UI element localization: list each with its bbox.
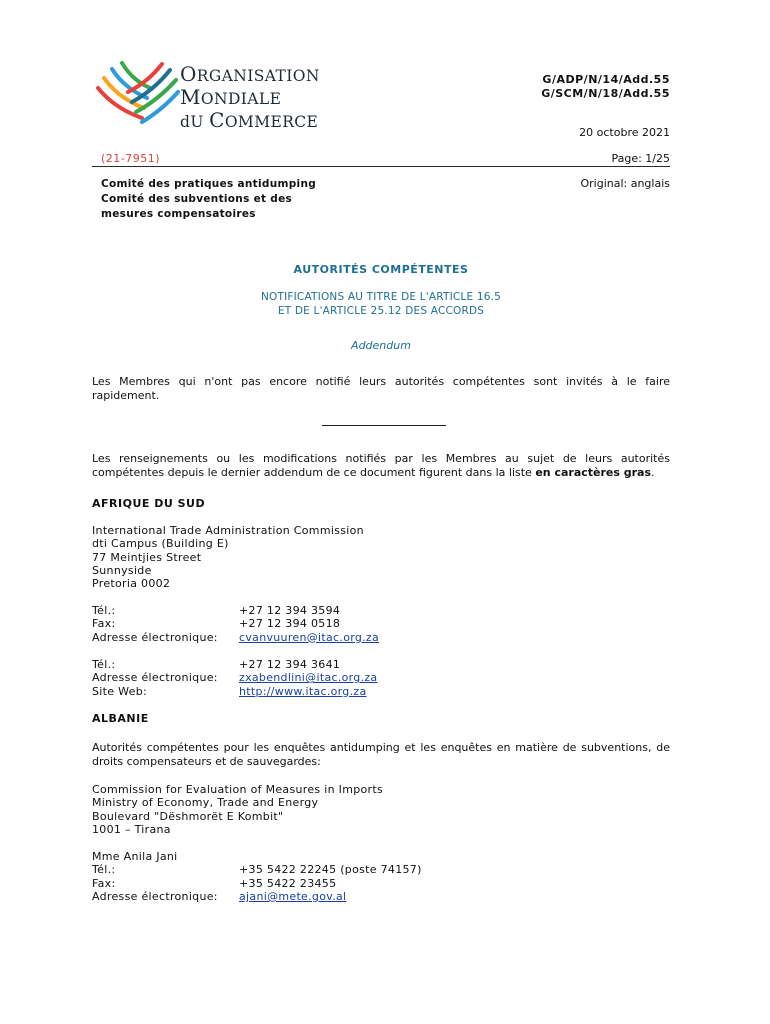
- contact-label: Fax:: [92, 617, 116, 631]
- contact-row-email: [92, 671, 377, 684]
- contact-value: +35 5422 23455: [239, 876, 337, 890]
- albania-contact: [92, 850, 422, 903]
- address-line: Commission for Evaluation of Measures in Imports: [92, 783, 384, 796]
- org-name-line-3: dU COMMERCE: [180, 108, 319, 132]
- address-line: Pretoria 0002: [92, 577, 171, 591]
- contact-label: Adresse électronique:: [92, 671, 218, 685]
- website-link[interactable]: http://www.itac.org.za: [239, 684, 367, 698]
- contact-row-email: [92, 631, 379, 644]
- contact-label: Adresse électronique:: [92, 630, 218, 644]
- email-link[interactable]: ajani@mete.gov.al: [239, 889, 347, 903]
- doc-symbol-adp: G/ADP/N/14/Add.55: [542, 73, 670, 86]
- contact-row-fax: [92, 877, 422, 890]
- document-date: 20 octobre 2021: [579, 126, 670, 139]
- note-end: .: [651, 466, 655, 479]
- document-title: AUTORITÉS COMPÉTENTES: [293, 263, 469, 276]
- contact-value: +27 12 394 0518: [239, 617, 341, 631]
- albania-description: Autorités compétentes pour les enquêtes antidumping et les enquêtes en matière de subventions, de droits compensateurs et de sauvegardes:: [92, 741, 670, 768]
- south-africa-contact-1: [92, 604, 379, 644]
- address-line: 1001 – Tirana: [92, 822, 171, 836]
- contact-row-fax: [92, 617, 379, 630]
- document-number: (21-7951): [101, 152, 161, 165]
- contact-value: +35 5422 22245 (poste 74157): [239, 863, 422, 877]
- address-line: Sunnyside: [92, 563, 152, 577]
- committee-line-1: Comité des pratiques antidumping: [101, 178, 317, 190]
- committee-names: [101, 177, 316, 222]
- email-link[interactable]: cvanvuuren@itac.org.za: [239, 630, 380, 644]
- note-text: Les renseignements ou les modifications notifiés par les Membres au sujet de leurs autorités compétentes depuis le dernier addendum de ce document figurent dans la liste: [92, 452, 670, 479]
- org-name-line-1: ORGANISATION: [180, 62, 320, 86]
- page-number: Page: 1/25: [611, 152, 670, 165]
- contact-label: Adresse électronique:: [92, 889, 218, 903]
- committee-line-2: Comité des subventions et des: [101, 193, 293, 205]
- original-language: Original: anglais: [580, 177, 670, 190]
- address-line: International Trade Administration Commission: [92, 524, 364, 537]
- contact-label: Tél.:: [92, 658, 116, 671]
- wto-logo: [92, 58, 182, 128]
- contact-value: +27 12 394 3594: [239, 604, 341, 617]
- south-africa-contact-2: [92, 658, 377, 698]
- contact-row-phone: [92, 658, 377, 671]
- org-name: [180, 64, 320, 133]
- header-rule: [92, 166, 670, 167]
- section-heading-south-africa: AFRIQUE DU SUD: [92, 497, 206, 510]
- document-subtitle: [92, 290, 670, 318]
- contact-row-phone: [92, 863, 422, 876]
- address-line: Ministry of Economy, Trade and Energy: [92, 796, 319, 810]
- contact-label: Fax:: [92, 876, 116, 890]
- doc-symbol-scm: G/SCM/N/18/Add.55: [541, 87, 670, 100]
- addendum-label: Addendum: [351, 339, 411, 352]
- address-line: 77 Meintjies Street: [92, 550, 202, 564]
- address-line: dti Campus (Building E): [92, 537, 229, 551]
- note-bold: en caractères gras: [535, 466, 652, 479]
- contact-value: +27 12 394 3641: [239, 658, 341, 671]
- contact-label: Tél.:: [92, 604, 116, 617]
- intro-paragraph: Les Membres qui n'ont pas encore notifié leurs autorités compétentes sont invités à le faire rapidement.: [92, 375, 670, 402]
- subtitle-line-1: NOTIFICATIONS AU TITRE DE L'ARTICLE 16.5: [260, 291, 502, 303]
- contact-row-website: [92, 685, 377, 698]
- contact-name: Mme Anila Jani: [92, 850, 178, 863]
- subtitle-line-2: ET DE L'ARTICLE 25.12 DES ACCORDS: [277, 305, 485, 317]
- contact-label: Site Web:: [92, 684, 148, 698]
- separator-line: [322, 425, 446, 426]
- contact-row-email: [92, 890, 422, 903]
- address-line: Boulevard "Dëshmorët E Kombit": [92, 809, 284, 823]
- wto-logo-icon: [92, 58, 182, 128]
- note-paragraph: [92, 452, 670, 480]
- document-symbols: [541, 73, 670, 101]
- org-name-line-2: MONDIALE: [180, 85, 282, 109]
- section-heading-albania: ALBANIE: [92, 712, 149, 725]
- contact-row-phone: [92, 604, 379, 617]
- south-africa-address: [92, 524, 364, 590]
- committee-line-3: mesures compensatoires: [101, 208, 256, 220]
- email-link[interactable]: zxabendlini@itac.org.za: [239, 671, 378, 685]
- albania-address: [92, 783, 383, 836]
- contact-label: Tél.:: [92, 863, 116, 877]
